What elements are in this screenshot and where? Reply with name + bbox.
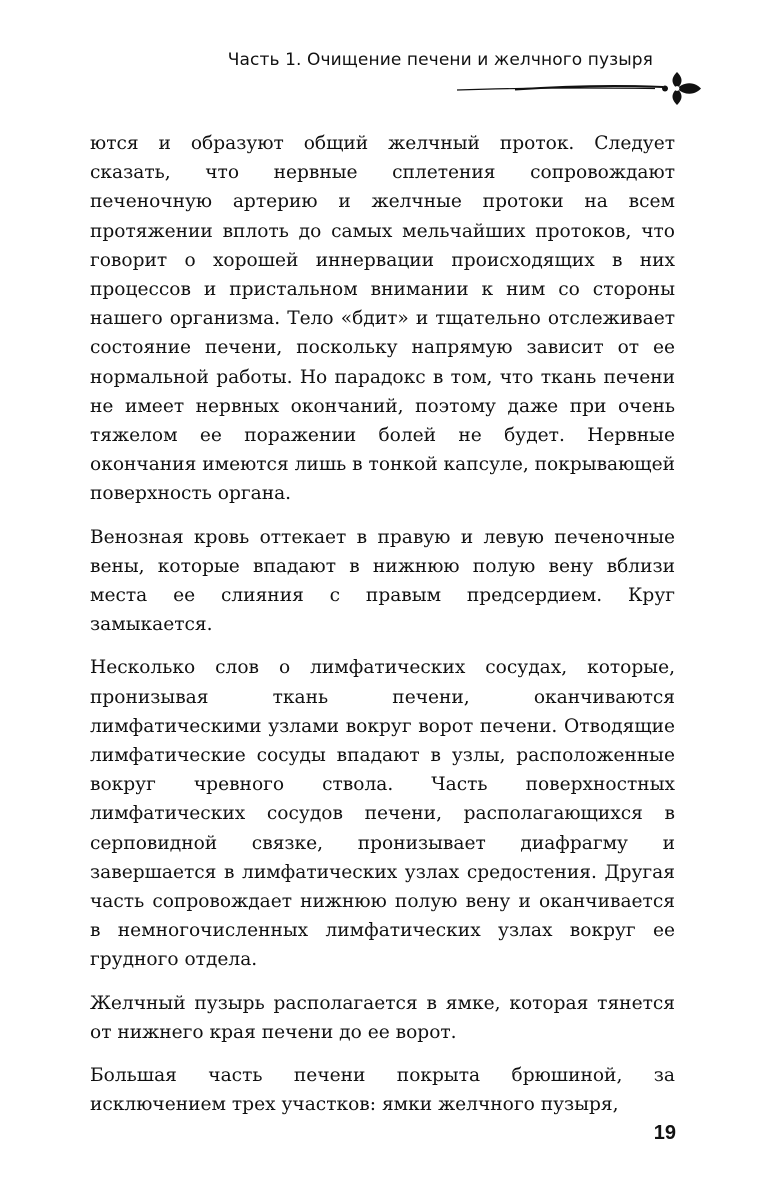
paragraph: Большая часть печени покрыта брюшиной, за исключением трех участков: ямки желчного пузыря, — [90, 1065, 675, 1116]
paragraph: Желчный пузырь располагается в ямке, которая тянется от нижнего края печени до ее ворот. — [90, 992, 675, 1043]
page-number: 19 — [653, 1122, 676, 1144]
paragraph: Несколько слов о лимфатических сосудах, которые, пронизывая ткань печени, оканчиваются лимфатическими узлами вокруг ворот печени. Отводящие лимфатические сосуды впадают в узлы, расположенные вокруг чревного ствола. Часть поверхностных лимфатических сосудов печени, располагающихся в серповидной связке, пронизывает диафрагму и завершается в лимфатических узлах средостения. Другая часть сопровождает нижнюю полую вену и оканчивается в немногочисленных лимфатических узлах вокруг ее грудного отдела. — [90, 657, 675, 971]
body-text — [90, 129, 675, 1134]
flourish-ornament-icon — [455, 68, 705, 112]
paragraph: Венозная кровь оттекает в правую и левую печеночные вены, которые впадают в нижнюю полую вену вблизи места ее слияния с правым предсердием. Круг замыкается. — [90, 526, 675, 636]
paragraph: ются и образуют общий желчный проток. Следует сказать, что нервные сплетения сопровождают печеночную артерию и желчные протоки на всем протяжении вплоть до самых мельчайших протоков, что говорит о хорошей иннервации происходящих в них процессов и пристальном внимании к ним со стороны нашего организма. Тело «бдит» и тщательно отслеживает состояние печени, поскольку напрямую зависит от ее нормальной работы. Но парадокс в том, что ткань печени не имеет нервных окончаний, поэтому даже при очень тяжелом ее поражении болей не будет. Нервные окончания имеются лишь в тонкой капсуле, покрывающей поверхность органа. — [90, 133, 675, 505]
running-head-title: Часть 1. Очищение печени и желчного пузыря — [227, 50, 653, 70]
